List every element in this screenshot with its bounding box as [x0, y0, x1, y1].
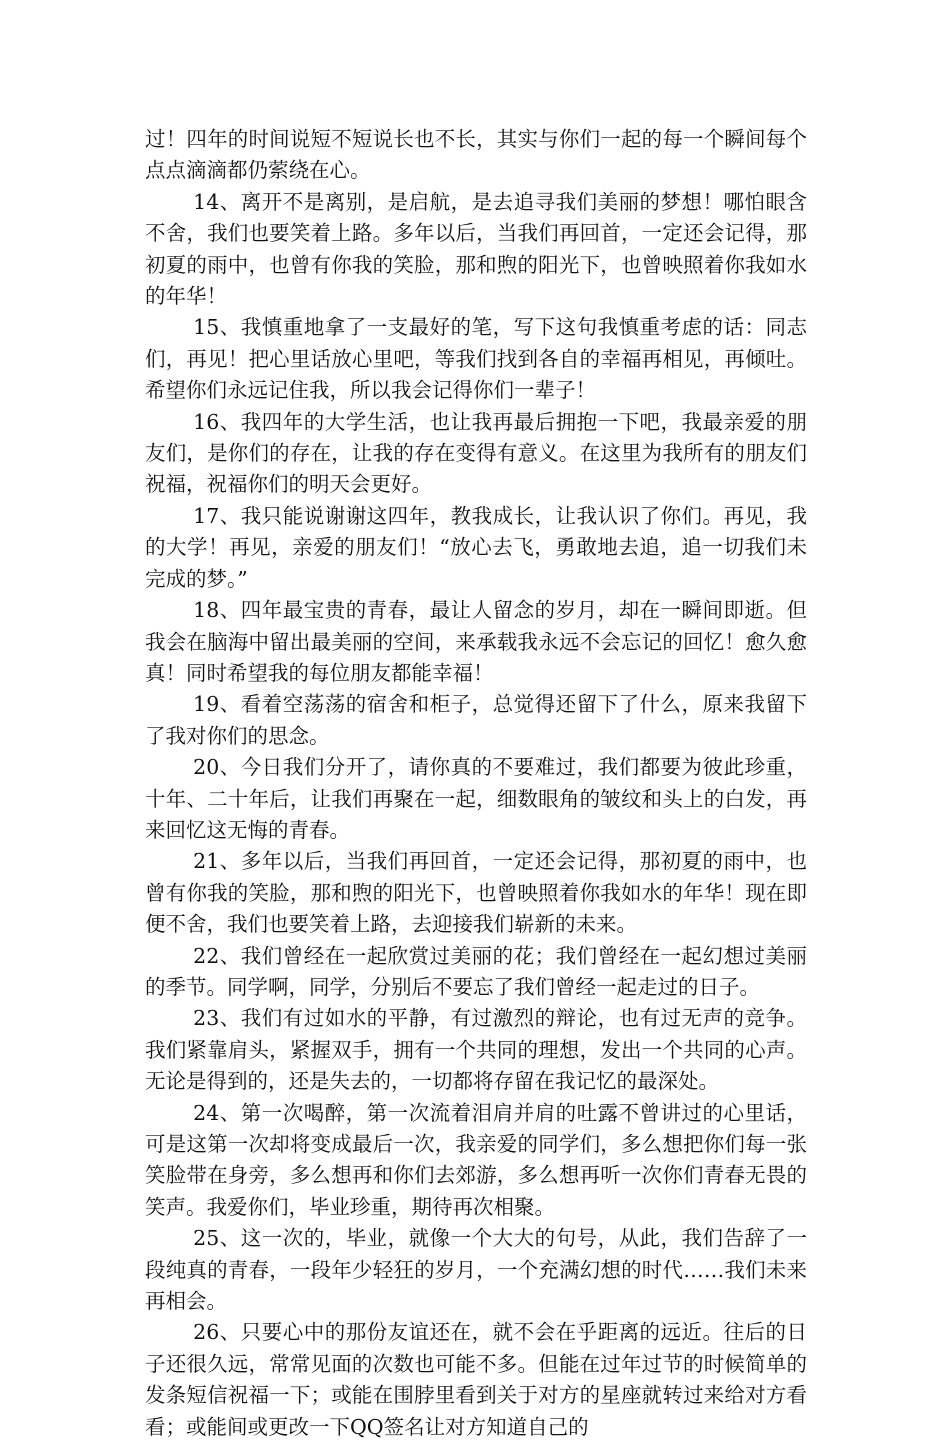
paragraph-21: 21、多年以后，当我们再回首，一定还会记得，那初夏的雨中，也曾有你我的笑脸，那和煦的阳光下，也曾映照着你我如水的年华！现在即便不舍，我们也要笑着上路，去迎接我们崭新的未来。	[145, 849, 807, 937]
paragraph-18: 18、四年最宝贵的青春，最让人留念的岁月，却在一瞬间即逝。但我会在脑海中留出最美丽的空间，来承载我永远不会忘记的回忆！愈久愈真！同时希望我的每位朋友都能幸福！	[145, 598, 807, 685]
paragraph-16: 16、我四年的大学生活，也让我再最后拥抱一下吧，我最亲爱的朋友们，是你们的存在，让我的存在变得有意义。在这里为我所有的朋友们祝福，祝福你们的明天会更好。	[145, 409, 807, 497]
paragraph-22: 22、我们曾经在一起欣赏过美丽的花；我们曾经在一起幻想过美丽的季节。同学啊，同学，分别后不要忘了我们曾经一起走过的日子。	[145, 943, 807, 999]
paragraph-20: 20、今日我们分开了，请你真的不要难过，我们都要为彼此珍重，十年、二十年后，让我们再聚在一起，细数眼角的皱纹和头上的白发，再来回忆这无悔的青春。	[145, 755, 807, 842]
document-body	[145, 124, 807, 1443]
paragraph-17: 17、我只能说谢谢这四年，教我成长，让我认识了你们。再见，我的大学！再见，亲爱的朋友们！“放心去飞，勇敢地去追，追一切我们未完成的梦。”	[145, 503, 807, 591]
paragraph-24: 24、第一次喝醉，第一次流着泪肩并肩的吐露不曾讲过的心里话，可是这第一次却将变成最后一次，我亲爱的同学们，多么想把你们每一张笑脸带在身旁，多么想再和你们去郊游，多么想再听一次你们青春无畏的笑声。我爱你们，毕业珍重，期待再次相聚。	[145, 1100, 807, 1219]
paragraph-26: 26、只要心中的那份友谊还在，就不会在乎距离的远近。往后的日子还很久远，常常见面的次数也可能不多。但能在过年过节的时候简单的发条短信祝福一下；或能在围脖里看到关于对方的星座就转过来给对方看看；或能间或更改一下QQ签名让对方知道自己的	[145, 1320, 807, 1439]
paragraph-14: 14、离开不是离别，是启航，是去追寻我们美丽的梦想！哪怕眼含不舍，我们也要笑着上路。多年以后，当我们再回首，一定还会记得，那初夏的雨中，也曾有你我的笑脸，那和煦的阳光下，也曾映照着你我如水的年华！	[145, 189, 807, 309]
paragraph-23: 23、我们有过如水的平静，有过激烈的辩论，也有过无声的竞争。我们紧靠肩头，紧握双手，拥有一个共同的理想，发出一个共同的心声。无论是得到的，还是失去的，一切都将存留在我记忆的最深处。	[145, 1006, 807, 1094]
paragraph-15: 15、我慎重地拿了一支最好的笔，写下这句我慎重考虑的话：同志们，再见！把心里话放心里吧，等我们找到各自的幸福再相见，再倾吐。希望你们永远记住我，所以我会记得你们一辈子！	[145, 315, 807, 403]
paragraph-25: 25、这一次的，毕业，就像一个大大的句号，从此，我们告辞了一段纯真的青春，一段年少轻狂的岁月，一个充满幻想的时代……我们未来再相会。	[145, 1226, 807, 1314]
paragraph-continued: 过！四年的时间说短不短说长也不长，其实与你们一起的每一个瞬间每个点点滴滴都仍萦绕在心。	[145, 127, 807, 183]
paragraph-19: 19、看着空荡荡的宿舍和柜子，总觉得还留下了什么，原来我留下了我对你们的思念。	[145, 692, 807, 748]
